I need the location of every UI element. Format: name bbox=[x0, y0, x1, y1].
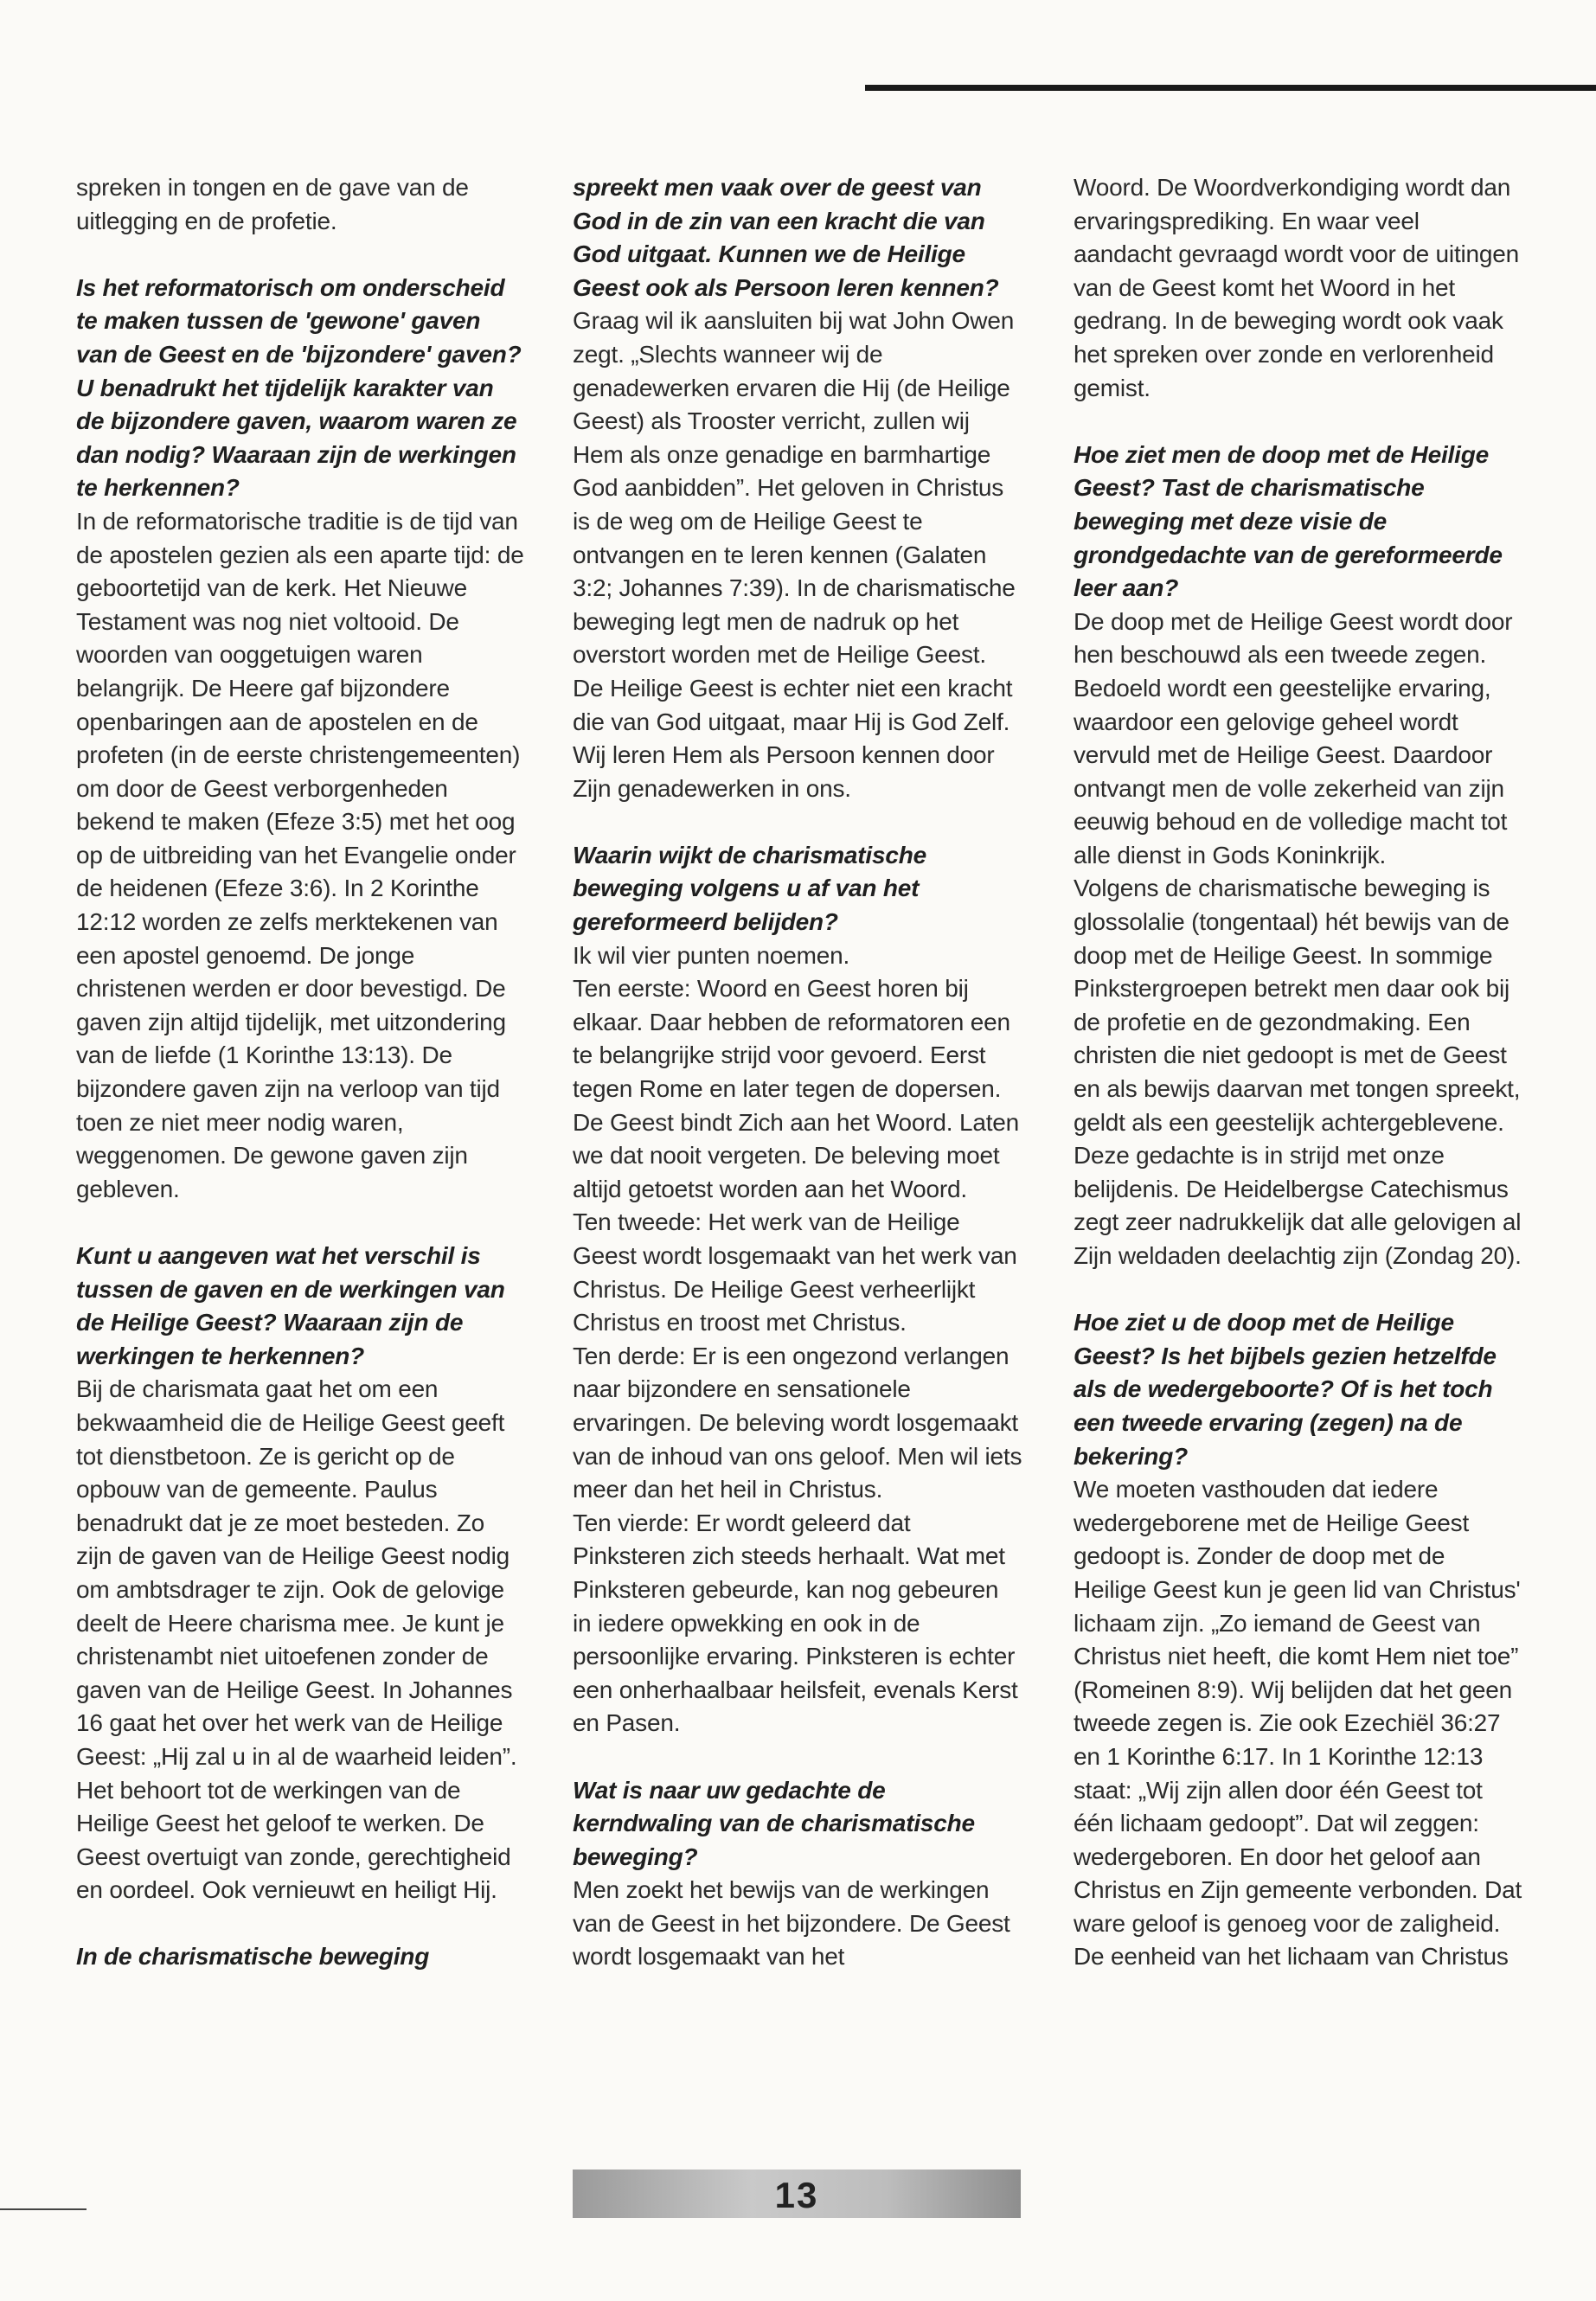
answer-paragraph: Ten derde: Er is een ongezond verlangen naar bijzondere en sensationele ervaringen. De beleving wordt losgemaakt van de inhoud van ons geloof. Men wil iets meer dan het heil in Christus. bbox=[573, 1342, 1022, 1503]
answer-paragraph: In de reformatorische traditie is de tijd van de apostelen gezien als een aparte tijd: de geboortetijd van de kerk. Het Nieuwe Testament was nog niet voltooid. De woorden van ooggetuigen waren belangrijk. De Heere gaf bijzondere openbaringen aan de apostelen en de profeten (in de eerste christengemeenten) om door de Geest verborgenheden bekend te maken (Efeze 3:5) met het oog op de uitbreiding van het Evangelie onder de heidenen (Efeze 3:6). In 2 Korinthe 12:12 worden ze zelfs merktekenen van een apostel genoemd. De jonge christenen werden er door bevestigd. De gaven zijn altijd tijdelijk, met uitzondering van de liefde (1 Korinthe 13:13). De bijzondere gaven zijn na verloop van tijd toen ze niet meer nodig waren, weggenomen. De gewone gaven zijn gebleven. bbox=[76, 507, 524, 1202]
page-footer-bar bbox=[573, 2170, 1021, 2218]
answer-paragraph: We moeten vasthouden dat iedere wedergeborene met de Heilige Geest gedoopt is. Zonder de doop met de Heilige Geest kun je geen lid van Christus' lichaam zijn. „Zo iemand de Geest van Christus niet heeft, die komt Hem niet toe” (Romeinen 8:9). Wij belijden dat het geen tweede zegen is. Zie ook Ezechiël 36:27 en 1 Korinthe 6:17. In 1 Korinthe 12:13 staat: „Wij zijn allen door één Geest tot één lichaam gedoopt”. Dat wil zeggen: wedergeboren. En door het geloof aan Christus en Zijn gemeente verbonden. Dat ware geloof is genoeg voor de zaligheid. De eenheid van het lichaam van Christus bbox=[1074, 1476, 1522, 1971]
top-rule bbox=[865, 85, 1596, 91]
answer-paragraph: Ten tweede: Het werk van de Heilige Geest wordt losgemaakt van het werk van Christus. De Heilige Geest verheerlijkt Christus en troost met Christus. bbox=[573, 1208, 1017, 1336]
answer-paragraph: Ten vierde: Er wordt geleerd dat Pinksteren zich steeds herhaalt. Wat met Pinksteren gebeurde, kan nog gebeuren in iedere opwekking en ook in de persoonlijke ervaring. Pinksteren is echter een onherhaalbaar heilsfeit, evenals Kerst en Pasen. bbox=[573, 1509, 1018, 1737]
question-heading: Waarin wijkt de charismatische beweging volgens u af van het gereformeerd belijden? bbox=[573, 841, 926, 936]
column-1 bbox=[76, 171, 526, 1974]
column-3 bbox=[1074, 171, 1523, 1974]
answer-paragraph: Men zoekt het bewijs van de werkingen van de Geest in het bijzondere. De Geest wordt losgemaakt van het bbox=[573, 1876, 1010, 1971]
question-heading: Wat is naar uw gedachte de kerndwaling van de charismatische beweging? bbox=[573, 1776, 975, 1870]
answer-paragraph: Ik wil vier punten noemen. bbox=[573, 941, 850, 969]
answer-paragraph: Graag wil ik aansluiten bij wat John Owen zegt. „Slechts wanneer wij de genadewerken ervaren die Hij (de Heilige Geest) als Trooster verricht, zullen wij Hem als onze genadige en barmhartige God aanbidden”. Het geloven in Christus is de weg om de Heilige Geest te ontvangen en te leren kennen (Galaten 3:2; Johannes 7:39). In de charismatische beweging legt men de nadruk op het overstort worden met de Heilige Geest. bbox=[573, 307, 1016, 669]
answer-paragraph: Volgens de charismatische beweging is glossolalie (tongentaal) hét bewijs van de doop met de Heilige Geest. In sommige Pinkstergroepen betrekt men daar ook bij de profetie en de gezondmaking. Een christen die niet gedoopt is met de Geest en als bewijs daarvan met tongen spreekt, geldt als een geestelijk achtergeblevene. Deze gedachte is in strijd met onze belijdenis. De Heidelbergse Catechismus zegt zeer nadrukkelijk dat alle gelovigen al Zijn weldaden deelachtig zijn (Zondag 20). bbox=[1074, 875, 1522, 1269]
column-2 bbox=[573, 171, 1022, 1974]
answer-paragraph: Woord. De Woordverkondiging wordt dan ervaringsprediking. En waar veel aandacht gevraagd wordt voor de uitingen van de Geest komt het Woord in het gedrang. In de beweging wordt ook vaak het spreken over zonde en verlorenheid gemist. bbox=[1074, 174, 1520, 401]
question-heading: Hoe ziet men de doop met de Heilige Geest? Tast de charismatische beweging met deze visie de grondgedachte van de gereformeerde leer aan? bbox=[1074, 440, 1503, 602]
question-heading: In de charismatische beweging bbox=[76, 1943, 430, 1971]
answer-paragraph: Bij de charismata gaat het om een bekwaamheid die de Heilige Geest geeft tot dienstbetoon. Ze is gericht op de opbouw van de gemeente. Paulus benadrukt dat je ze moet besteden. Zo zijn de gaven van de Heilige Geest nodig om ambtsdrager te zijn. Ook de gelovige deelt de Heere charisma mee. Je kunt je christenambt niet uitoefenen zonder de gaven van de Heilige Geest. In Johannes 16 gaat het over het werk van de Heilige Geest: „Hij zal u in al de waarheid leiden”. Het behoort tot de werkingen van de Heilige Geest het geloof te werken. De Geest overtuigt van zonde, gerechtigheid en oordeel. Ook vernieuwt en heiligt Hij. bbox=[76, 1375, 517, 1904]
question-heading: Kunt u aangeven wat het verschil is tussen de gaven en de werkingen van de Heilige Geest? Waaraan zijn de werkingen te herkennen? bbox=[76, 1242, 505, 1369]
answer-paragraph: De Heilige Geest is echter niet een kracht die van God uitgaat, maar Hij is God Zelf. Wij leren Hem als Persoon kennen door Zijn genadewerken in ons. bbox=[573, 674, 1013, 802]
question-heading: Is het reformatorisch om onderscheid te maken tussen de 'gewone' gaven van de Geest en de 'bijzondere' gaven? U benadrukt het tijdelijk karakter van de bijzondere gaven, waarom waren ze dan nodig? Waaraan zijn de werkingen te herkennen? bbox=[76, 273, 522, 502]
page-number: 13 bbox=[774, 2175, 819, 2215]
bottom-rule bbox=[0, 2208, 87, 2210]
answer-paragraph: De doop met de Heilige Geest wordt door hen beschouwd als een tweede zegen. Bedoeld wordt een geestelijke ervaring, waardoor een gelovige geheel wordt vervuld met de Heilige Geest. Daardoor ontvangt men de volle zekerheid van zijn eeuwig behoud en de volledige macht tot alle dienst in Gods Koninkrijk. bbox=[1074, 607, 1513, 868]
answer-paragraph: Ten eerste: Woord en Geest horen bij elkaar. Daar hebben de reformatoren een te belangrijke strijd voor gevoerd. Eerst tegen Rome en later tegen de dopersen. De Geest bindt Zich aan het Woord. Laten we dat nooit vergeten. De beleving moet altijd getoetst worden aan het Woord. bbox=[573, 975, 1020, 1202]
question-heading: spreekt men vaak over de geest van God in de zin van een kracht die van God uitgaat. Kunnen we de Heilige Geest ook als Persoon leren kennen? bbox=[573, 174, 999, 301]
answer-paragraph: spreken in tongen en de gave van de uitlegging en de profetie. bbox=[76, 174, 469, 234]
question-heading: Hoe ziet u de doop met de Heilige Geest? Is het bijbels gezien hetzelfde als de wedergeboorte? Of is het toch een tweede ervaring (zegen) na de bekering? bbox=[1074, 1309, 1497, 1470]
